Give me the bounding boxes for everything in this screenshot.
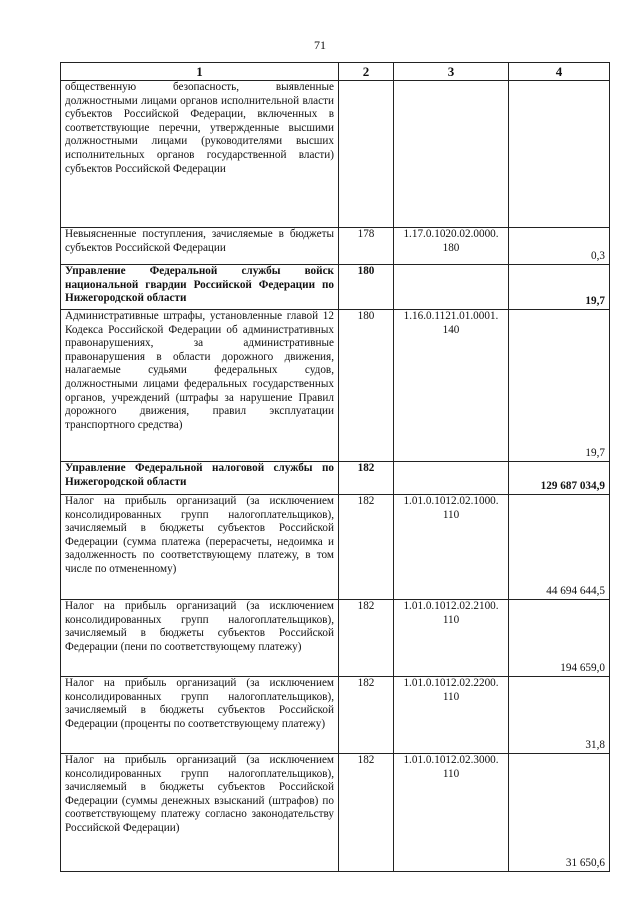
table-row <box>61 495 610 600</box>
header-col-4: 4 <box>509 63 610 81</box>
table-row <box>61 462 610 495</box>
revenue-table <box>60 62 610 872</box>
row-budget-code <box>394 81 509 228</box>
row-admin-code: 178 <box>339 228 394 265</box>
row-budget-code <box>394 265 509 310</box>
row-amount: 31 650,6 <box>509 754 610 872</box>
header-col-1: 1 <box>61 63 339 81</box>
row-amount: 31,8 <box>509 677 610 754</box>
row-budget-code: 1.01.0.1012.02.3000. 110 <box>394 754 509 872</box>
table-row <box>61 265 610 310</box>
row-admin-code: 182 <box>339 600 394 677</box>
row-budget-code: 1.01.0.1012.02.2200. 110 <box>394 677 509 754</box>
row-amount: 19,7 <box>509 310 610 462</box>
table-row <box>61 677 610 754</box>
row-admin-code: 182 <box>339 495 394 600</box>
table-row <box>61 600 610 677</box>
row-budget-code: 1.01.0.1012.02.2100. 110 <box>394 600 509 677</box>
table-row <box>61 228 610 265</box>
row-amount: 44 694 644,5 <box>509 495 610 600</box>
row-description: Налог на прибыль организаций (за исключением консолидированных групп налогоплательщиков), зачисляемый в бюджеты субъектов Российской Федерации (пени по соответствующему платежу) <box>61 600 339 677</box>
row-description: Налог на прибыль организаций (за исключением консолидированных групп налогоплательщиков), зачисляемый в бюджеты субъектов Российской Федерации (суммы денежных взысканий (штрафов) по соответствующему платежу согласно законодательству Российской Федерации) <box>61 754 339 872</box>
row-description: Управление Федеральной службы войск национальной гвардии Российской Федерации по Нижегородской области <box>61 265 339 310</box>
row-budget-code <box>394 462 509 495</box>
row-admin-code <box>339 81 394 228</box>
row-description: общественную безопасность, выявленные должностными лицами органов исполнительной власти субъектов Российской Федерации, включенных в соответствующие перечни, утвержденные высшими должностными лицами (руководителями высших исполнительных органов государственной власти) субъектов Российской Федерации <box>61 81 339 228</box>
header-col-3: 3 <box>394 63 509 81</box>
table-row <box>61 81 610 228</box>
row-budget-code: 1.01.0.1012.02.1000. 110 <box>394 495 509 600</box>
row-description: Административные штрафы, установленные главой 12 Кодекса Российской Федерации об административных правонарушениях, за административные правонарушения в области дорожного движения, налагаемые судьями федеральных судов, должностными лицами федеральных государственных органов, учреждений (штрафы за нарушение Правил дорожного движения, правил эксплуатации транспортного средства) <box>61 310 339 462</box>
row-description: Невыясненные поступления, зачисляемые в бюджеты субъектов Российской Федерации <box>61 228 339 265</box>
row-amount: 194 659,0 <box>509 600 610 677</box>
row-amount: 0,3 <box>509 228 610 265</box>
row-amount: 129 687 034,9 <box>509 462 610 495</box>
header-col-2: 2 <box>339 63 394 81</box>
row-budget-code: 1.17.0.1020.02.0000. 180 <box>394 228 509 265</box>
table-row <box>61 754 610 872</box>
row-description: Налог на прибыль организаций (за исключением консолидированных групп налогоплательщиков), зачисляемый в бюджеты субъектов Российской Федерации (сумма платежа (перерасчеты, недоимка и задолженность по соответствующему платежу, в том числе по отмененному) <box>61 495 339 600</box>
row-admin-code: 182 <box>339 462 394 495</box>
row-amount <box>509 81 610 228</box>
row-amount: 19,7 <box>509 265 610 310</box>
row-description: Управление Федеральной налоговой службы по Нижегородской области <box>61 462 339 495</box>
row-admin-code: 180 <box>339 265 394 310</box>
row-admin-code: 182 <box>339 677 394 754</box>
row-description: Налог на прибыль организаций (за исключением консолидированных групп налогоплательщиков), зачисляемый в бюджеты субъектов Российской Федерации (проценты по соответствующему платежу) <box>61 677 339 754</box>
page-number: 71 <box>314 38 326 52</box>
table-header-row <box>61 63 610 81</box>
row-admin-code: 182 <box>339 754 394 872</box>
row-admin-code: 180 <box>339 310 394 462</box>
row-budget-code: 1.16.0.1121.01.0001. 140 <box>394 310 509 462</box>
table-row <box>61 310 610 462</box>
